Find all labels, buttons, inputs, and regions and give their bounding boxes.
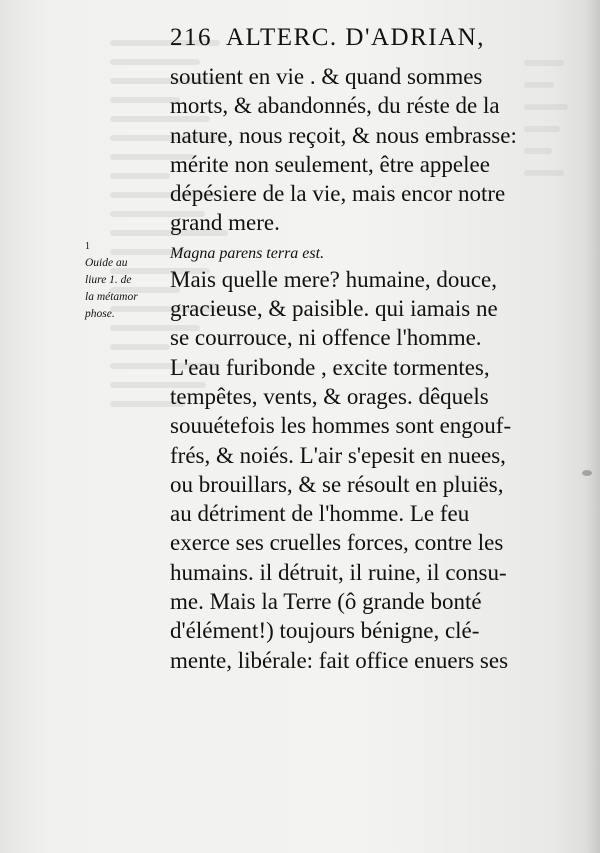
text-line: dépésiere de la vie, mais encor notre bbox=[170, 181, 506, 207]
text-line: Mais quelle mere? humaine, douce, bbox=[170, 266, 497, 292]
text-line: soutient en vie . & quand sommes bbox=[170, 64, 483, 89]
text-line: ou brouillars, & se résoult en pluiës, bbox=[170, 471, 504, 497]
running-title: ALTERC. D'ADRIAN, bbox=[226, 24, 485, 51]
ink-smudge bbox=[582, 470, 592, 476]
body-text bbox=[170, 62, 530, 675]
margin-note-line: phose. bbox=[85, 308, 115, 320]
margin-note-line: la métamor bbox=[85, 291, 138, 303]
text-line: d'élément!) toujours bénigne, clé- bbox=[170, 618, 480, 644]
text-line: tempêtes, vents, & orages. dêquels bbox=[170, 383, 489, 409]
text-line: se courrouce, ni offence l'homme. bbox=[170, 325, 482, 351]
text-line: mérite non seulement, être appelee bbox=[170, 151, 490, 177]
text-line: humains. il détruit, il ruine, il consu- bbox=[170, 559, 507, 585]
page-number: 216 bbox=[170, 24, 212, 51]
margin-note-line: liure 1. de bbox=[85, 274, 132, 286]
text-line: nature, nous reçoit, & nous embrasse: bbox=[170, 122, 517, 148]
latin-quotation: Magna parens terra est. bbox=[170, 244, 325, 262]
text-line: morts, & abandonnés, du réste de la bbox=[170, 93, 500, 119]
text-line: frés, & noiés. L'air s'epesit en nuees, bbox=[170, 442, 506, 468]
page-edge-shadow bbox=[586, 0, 600, 853]
text-line: souuétefois les hommes sont engouf- bbox=[170, 413, 512, 439]
show-through-margin bbox=[524, 60, 594, 176]
text-line: grand mere. bbox=[170, 210, 280, 236]
margin-note-line: Ouide au bbox=[85, 257, 128, 269]
text-line: exerce ses cruelles forces, contre les bbox=[170, 530, 504, 556]
running-header bbox=[170, 24, 530, 52]
text-line: me. Mais la Terre (ô grande bonté bbox=[170, 589, 482, 615]
text-line: L'eau furibonde , excite tormentes, bbox=[170, 354, 490, 380]
margin-note bbox=[85, 238, 155, 323]
text-line: au détriment de l'homme. Le feu bbox=[170, 501, 470, 527]
text-line: gracieuse, & paisible. qui iamais ne bbox=[170, 296, 498, 322]
margin-note-ref: 1 bbox=[85, 241, 90, 252]
text-line: mente, libérale: fait office enuers ses bbox=[170, 647, 509, 673]
